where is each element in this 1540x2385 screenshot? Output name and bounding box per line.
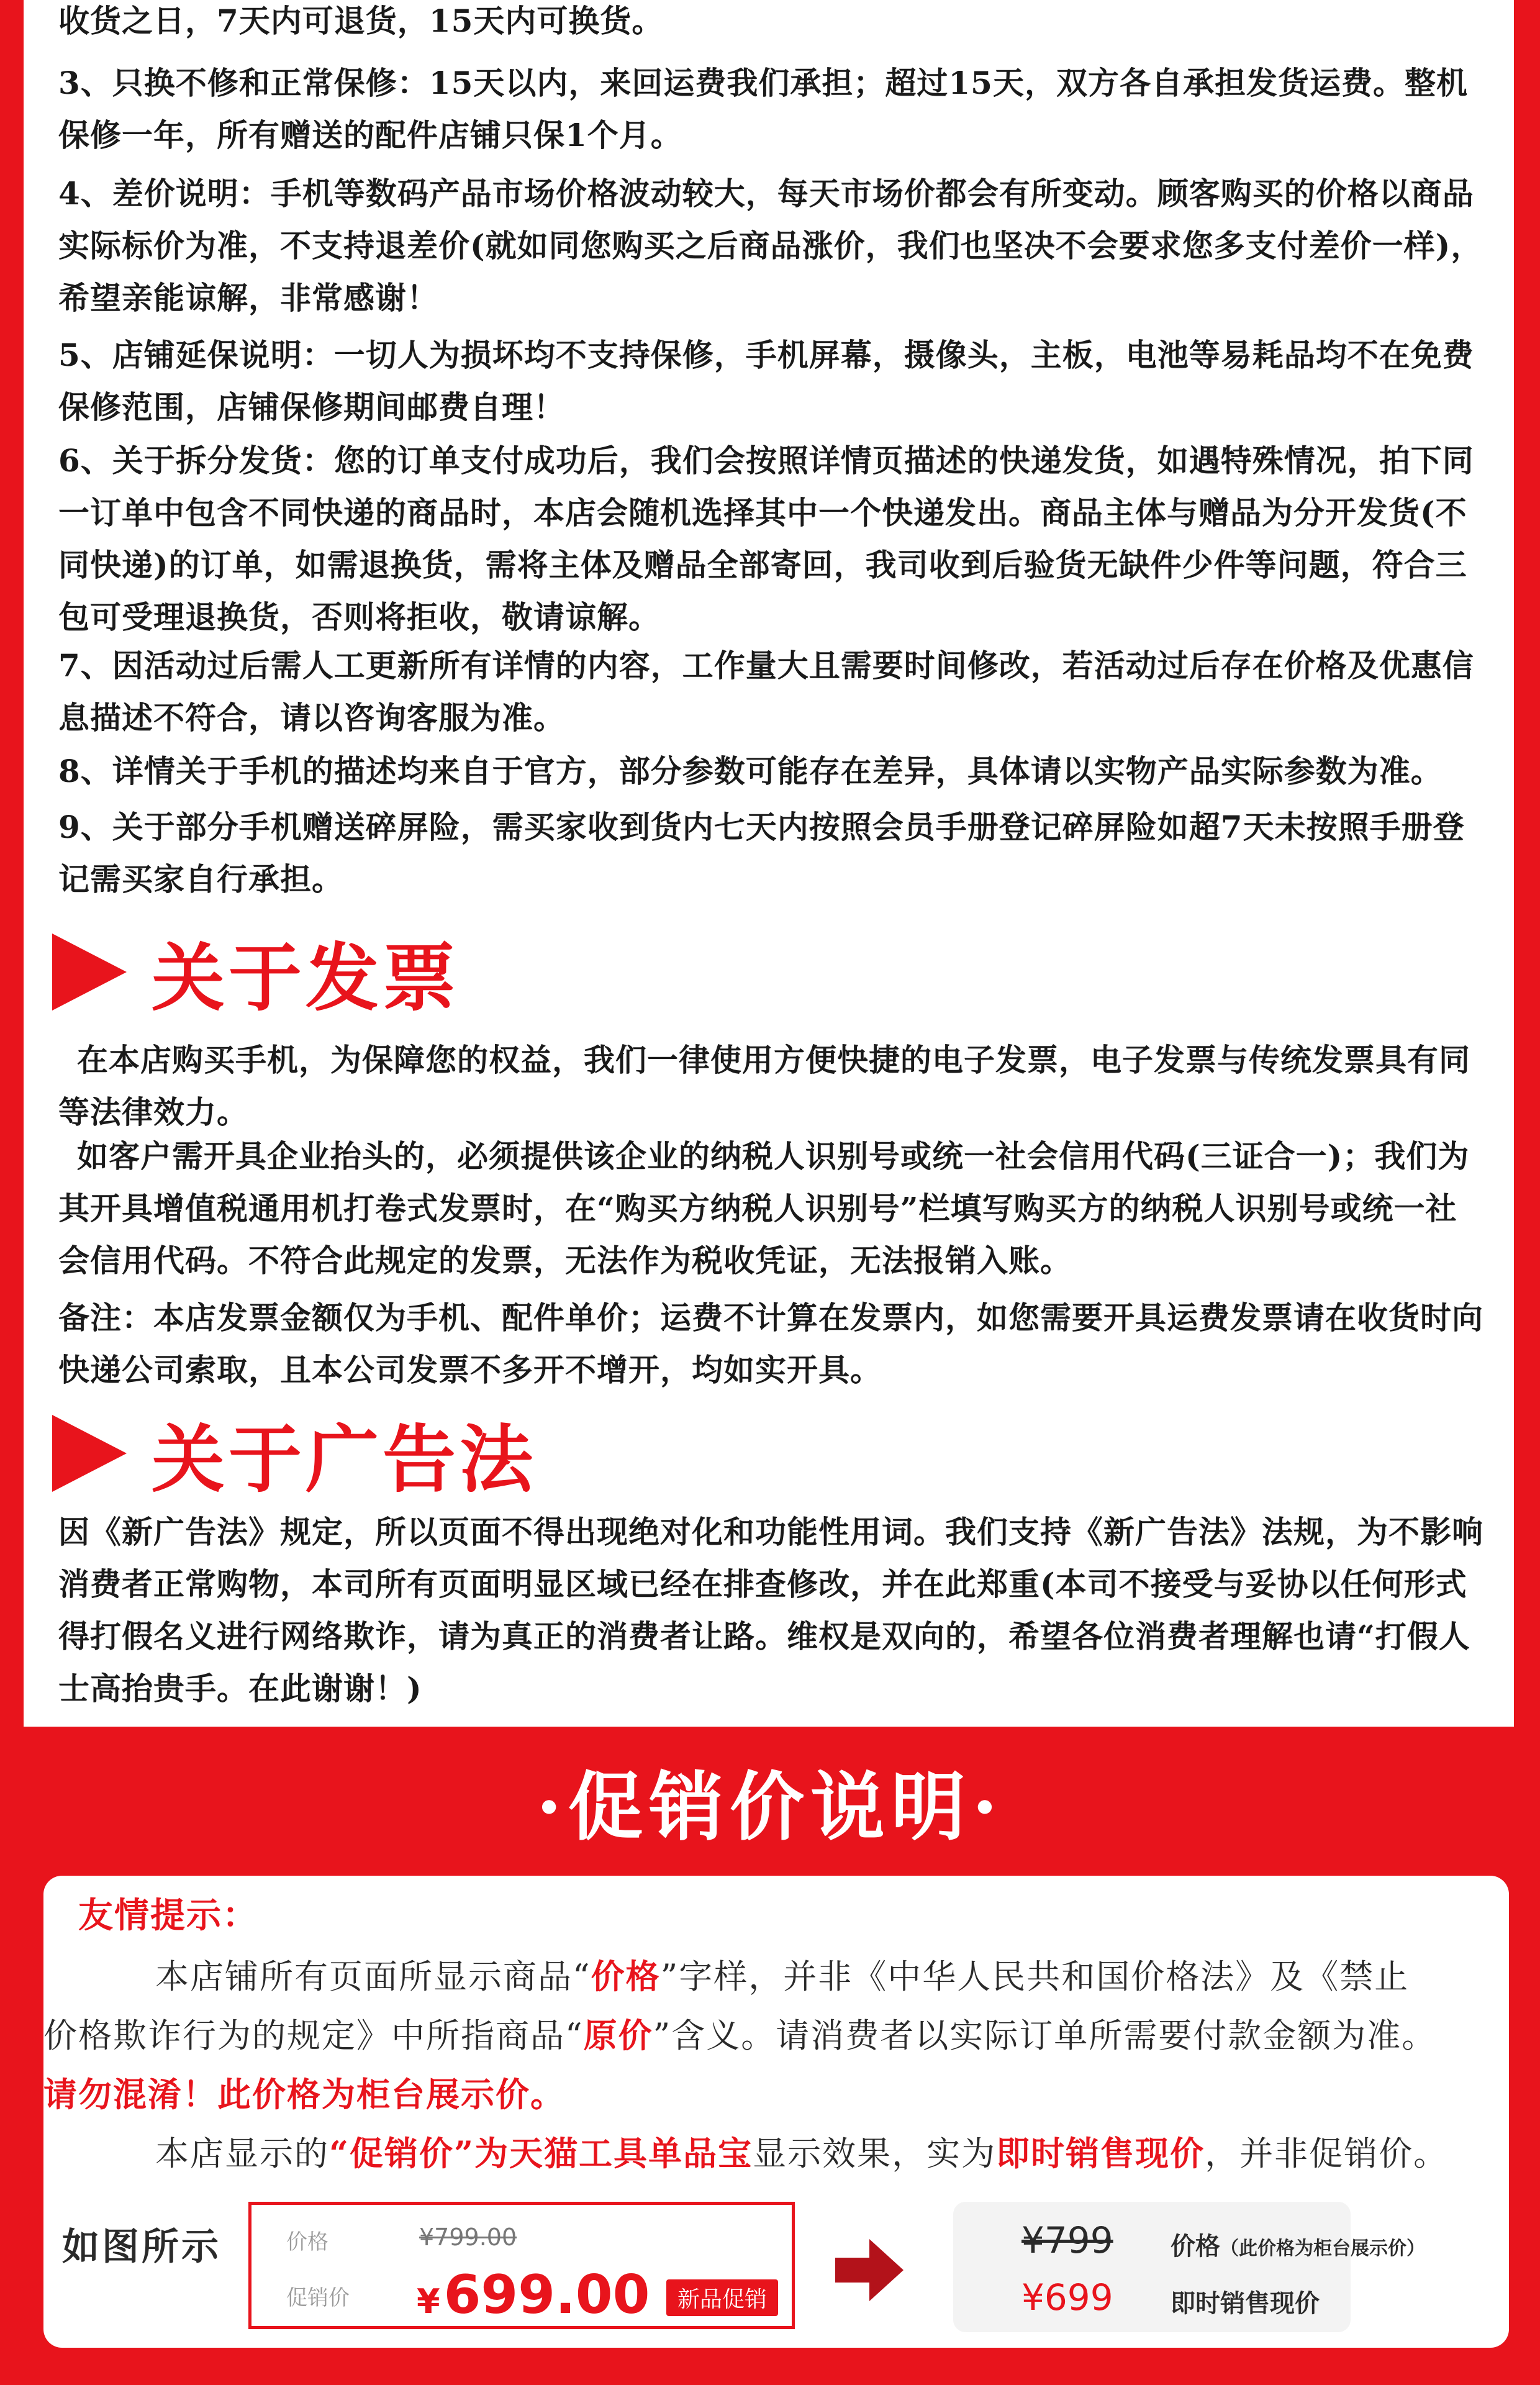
adlaw-heading — [52, 1407, 537, 1500]
invoice-note: 备注：本店发票金额仅为手机、配件单价；运费不计算在发票内，如您需要开具运费发票请在收货时向快递公司索取，且本公司发票不多开不增开，均如实开具。 — [58, 1299, 1483, 1388]
new-promo-badge: 新品促销 — [666, 2279, 778, 2316]
invoice-heading — [52, 925, 460, 1019]
example-label: 如图所示 — [62, 2225, 221, 2269]
current-price-note: 即时销售现价 — [1171, 2289, 1320, 2318]
notice-highlight: 即时销售现价 — [996, 2133, 1205, 2173]
promo-band — [0, 1727, 1540, 1876]
term-screen-insurance: 9、关于部分手机赠送碎屏险，需买家收到货内七天内按照会员手册登记碎屏险如超7天未按照手册登记需买家自行承担。 — [58, 809, 1465, 897]
term-official-desc: 8、详情关于手机的描述均来自于官方，部分参数可能存在差异，具体请以实物产品实际参数为准。 — [58, 753, 1443, 789]
current-price: ¥699 — [1021, 2276, 1113, 2319]
promo-price — [417, 2264, 650, 2326]
term-price-diff: 4、差价说明：手机等数码产品市场价格波动较大，每天市场价都会有所变动。顾客购买的价格以商品实际标价为准，不支持退差价(就如同您购买之后商品涨价，我们也坚决不会要求您多支付差价一样)，希望亲能谅解，非常感谢！ — [58, 175, 1483, 316]
invoice-p2: 如客户需开具企业抬头的，必须提供该企业的纳税人识别号或统一社会信用代码(三证合一)；我们为其开具增值税通用机打卷式发票时，在“购买方纳税人识别号”栏填写购买方的纳税人识别号或统一社会信用代码。不符合此规定的发票，无法作为税收凭证，无法报销入账。 — [58, 1138, 1470, 1279]
notice-line-2 — [43, 2006, 1509, 2065]
triangle-arrow-icon — [52, 1415, 127, 1492]
adlaw-title: 关于广告法 — [152, 1417, 537, 1502]
triangle-arrow-icon — [52, 934, 127, 1011]
notice-line-1 — [43, 1947, 1509, 2006]
notice-highlight: 原价 — [583, 2015, 653, 2055]
term-split-shipping: 6、关于拆分发货：您的订单支付成功后，我们会按照详情页描述的快递发货，如遇特殊情况，拍下同一订单中包含不同快递的商品时，本店会随机选择其中一个快递发出。商品主体与赠品为分开发货(不同快递)的订单，如需退换货，需将主体及赠品全部寄回，我司收到后验货无缺件少件等问题，符合三包可受理退换货，否则将拒收，敬请谅解。 — [58, 442, 1474, 635]
counter-price-note — [1171, 2227, 1425, 2262]
notice-text: ”含义。请消费者以实际订单所需要付款金额为准。 — [653, 2016, 1437, 2055]
term-warranty: 5、店铺延保说明：一切人为损坏均不支持保修，手机屏幕，摄像头，主板，电池等易耗品均不在免费保修范围，店铺保修期间邮费自理！ — [58, 337, 1474, 425]
terms-panel — [24, 0, 1514, 1727]
yen-sign: ¥ — [417, 2282, 440, 2321]
notice-highlight: “促销价”为天猫工具单品宝 — [329, 2133, 753, 2173]
promo-notice-card — [43, 1876, 1509, 2348]
notice-text: ”字样，并非《中华人民共和国价格法》及《禁止 — [660, 1957, 1410, 1996]
notice-text: 本店铺所有页面所显示商品“ — [155, 1957, 591, 1996]
term-repair: 3、只换不修和正常保修：15天以内，来回运费我们承担；超过15天，双方各自承担发货运费。整机保修一年，所有赠送的配件店铺只保1个月。 — [58, 65, 1468, 153]
invoice-title: 关于发票 — [152, 935, 460, 1021]
right-arrow-icon — [835, 2239, 904, 2304]
old-price: ¥799.00 — [419, 2224, 517, 2251]
promo-price-value: 699.00 — [443, 2264, 650, 2326]
notice-text: 显示效果，实为 — [753, 2134, 997, 2173]
notice-text: 价格欺诈行为的规定》中所指商品“ — [43, 2016, 584, 2055]
notice-line-3 — [43, 2065, 1509, 2124]
notice-warning: 请勿混淆！此价格为柜台展示价。 — [43, 2074, 565, 2114]
term-return-tail: 收货之日，7天内可退货，15天内可换货。 — [58, 2, 664, 39]
promo-band-title: ·促销价说明· — [536, 1763, 1004, 1851]
display-price-box — [953, 2202, 1425, 2332]
term-activity: 7、因活动过后需人工更新所有详情的内容，工作量大且需要时间修改，若活动过后存在价格及优惠信息描述不符合，请以咨询客服为准。 — [58, 647, 1474, 736]
adlaw-p1: 因《新广告法》规定，所以页面不得出现绝对化和功能性用词。我们支持《新广告法》法规，为不影响消费者正常购物，本司所有页面明显区域已经在排查修改，并在此郑重(本司不接受与妥协以任何形式得打假名义进行网络欺诈，请为真正的消费者让路。维权是双向的，希望各位消费者理解也请“打假人士高抬贵手。在此谢谢！) — [58, 1514, 1483, 1707]
tip-title: 友情提示： — [78, 1895, 258, 1936]
invoice-p1: 在本店购买手机，为保障您的权益，我们一律使用方便快捷的电子发票，电子发票与传统发票具有同等法律效力。 — [58, 1042, 1470, 1130]
notice-highlight: 价格 — [591, 1956, 661, 1996]
sample-price-box — [248, 2202, 795, 2329]
price-label: 价格 — [286, 2230, 328, 2255]
notice-text: ，并非促销价。 — [1205, 2134, 1449, 2173]
notice-text: 本店显示的 — [155, 2134, 329, 2173]
notice-line-4 — [43, 2124, 1509, 2183]
counter-price: ¥799 — [1021, 2219, 1113, 2261]
counter-price-note-small: （此价格为柜台展示价） — [1220, 2238, 1425, 2260]
promo-price-label: 促销价 — [286, 2286, 350, 2310]
counter-price-note-text: 价格 — [1171, 2232, 1220, 2261]
